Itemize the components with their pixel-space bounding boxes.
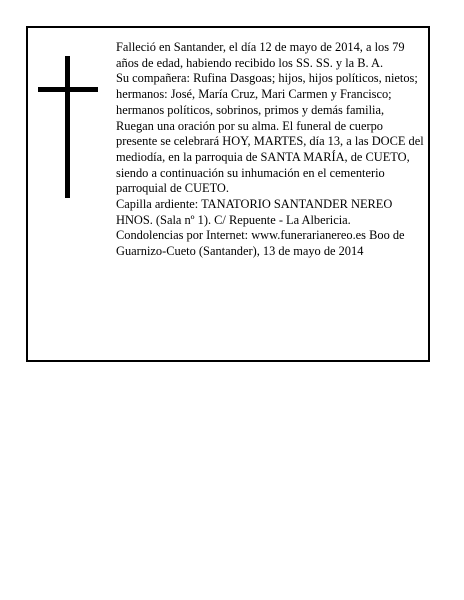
cross-horizontal-bar	[38, 87, 98, 92]
cross-icon	[38, 56, 98, 198]
chapel-details: Capilla ardiente: TANATORIO SANTANDER NEREO HNOS. (Sala nº 1). C/ Repuente - La Albericia.	[116, 197, 393, 227]
death-announcement: Falleció en Santander, el día 12 de mayo de 2014, a los 79 años de edad, habiendo recibido los SS. SS. y la B. A.	[116, 40, 405, 70]
notice-body	[116, 40, 426, 260]
cross-vertical-bar	[65, 56, 70, 198]
family-list: Su compañera: Rufina Dasgoas; hijos, hijos políticos, nietos; hermanos: José, María Cruz, Mari Carmen y Francisco; hermanos políticos, sobrinos, primos y demás familia,	[116, 71, 418, 117]
condolences-details: Condolencias por Internet: www.funerarianereo.es Boo de Guarnizo-Cueto (Santander), 13 de mayo de 2014	[116, 228, 405, 259]
funeral-details: Ruegan una oración por su alma. El funeral de cuerpo presente se celebrará HOY, MARTES, día 13, a las DOCE del mediodía, en la parroquia de SANTA MARÍA, de CUETO, siendo a continuación su inhumación en el cementerio parroquial de CUETO.	[116, 118, 424, 196]
obituary-notice	[26, 26, 430, 362]
